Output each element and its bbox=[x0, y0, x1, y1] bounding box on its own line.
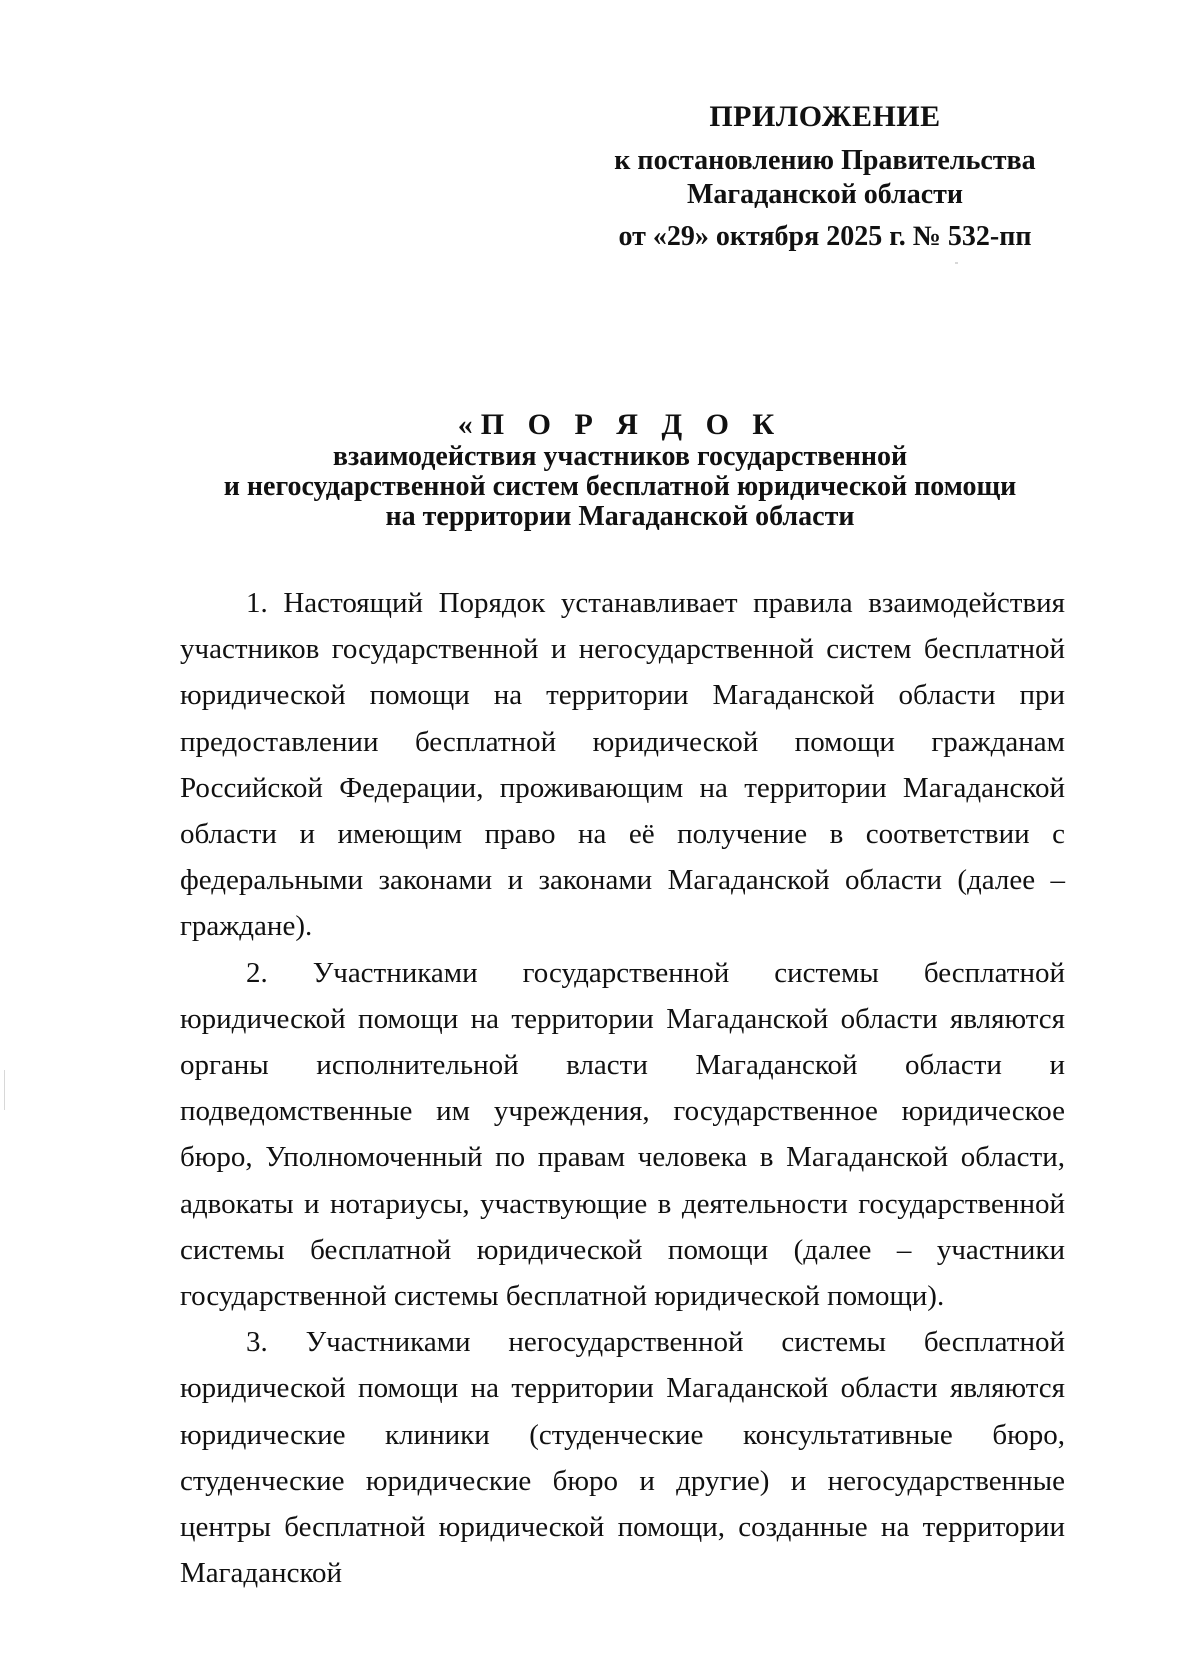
appendix-title: ПРИЛОЖЕНИЕ bbox=[709, 100, 941, 133]
appendix-date: от «29» октября 2025 г. № 532-пп bbox=[618, 221, 1032, 252]
document-body bbox=[180, 580, 1065, 1596]
document-title-main: «П О Р Я Д О К bbox=[457, 408, 783, 441]
paragraph-2: 2. Участниками государственной системы бесплатной юридической помощи на территории Магаданской области являются органы исполнительной власти Магаданской области и подведомственные им учреждения, государственное юридическое бюро, Уполномоченный по правам человека в Магаданской области, адвокаты и нотариусы, участвующие в деятельности государственной системы бесплатной юридической помощи (далее – участники государственной системы бесплатной юридической помощи). bbox=[180, 956, 1065, 1313]
appendix-line-2: Магаданской области bbox=[686, 179, 964, 210]
scan-artifact-dot bbox=[955, 262, 958, 264]
paragraph-3: 3. Участниками негосударственной системы бесплатной юридической помощи на территории Магаданской области являются юридические клиники (студенческие консультативные бюро, студенческие юридические бюро и другие) и негосударственные центры бесплатной юридической помощи, созданные на территории Магаданской bbox=[180, 1326, 1065, 1590]
scan-artifact-edge bbox=[4, 1070, 5, 1110]
document-title-line-2: и негосударственной систем бесплатной юридической помощи bbox=[223, 471, 1017, 502]
document-title-line-1: взаимодействия участников государственной bbox=[332, 441, 908, 472]
appendix-line-1: к постановлению Правительства bbox=[614, 145, 1036, 176]
document-title-line-3: на территории Магаданской области bbox=[385, 501, 855, 532]
paragraph-1: 1. Настоящий Порядок устанавливает правила взаимодействия участников государственной и негосударственной систем бесплатной юридической помощи на территории Магаданской области при предоставлении бесплатной юридической помощи гражданам Российской Федерации, проживающим на территории Магаданской области и имеющим право на её получение в соответствии с федеральными законами и законами Магаданской области (далее – граждане). bbox=[180, 587, 1065, 943]
appendix-header bbox=[600, 100, 1050, 254]
document-title bbox=[180, 410, 1060, 532]
